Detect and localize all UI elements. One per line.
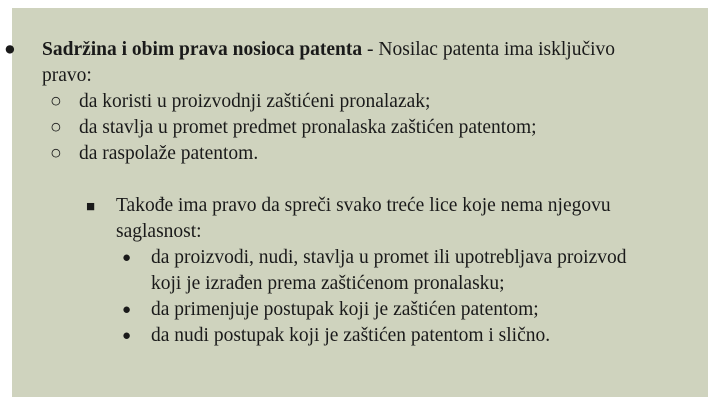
dot-bullet-3: ●: [122, 328, 132, 344]
dot-bullet-1: ●: [122, 250, 132, 266]
dot-bullet-2: ●: [122, 302, 132, 318]
block2-item-1-line-1: da proizvodi, nudi, stavlja u promet ili upotrebljava proizvod: [151, 247, 627, 268]
block2-item-3: da nudi postupak koji je zaštićen patentom i slično.: [151, 325, 551, 346]
sub-bullet-2: ○: [50, 117, 62, 138]
block2-item-2: da primenjuje postupak koji je zaštićen patentom;: [151, 299, 539, 320]
square-bullet: ■: [86, 199, 96, 215]
heading-bold-text: Sadržina i obim prava nosioca patenta: [42, 39, 363, 60]
heading-continuation: pravo:: [42, 65, 92, 86]
block2-line-2: saglasnost:: [116, 221, 202, 242]
sub-bullet-1: ○: [50, 91, 62, 112]
heading-bullet: ●: [4, 39, 16, 60]
sub-item-2: da stavlja u promet predmet pronalaska zaštićen patentom;: [79, 117, 537, 138]
block2-line-1: Takođe ima pravo da spreči svako treće lice koje nema njegovu: [116, 195, 611, 216]
sub-item-1: da koristi u proizvodnji zaštićeni pronalazak;: [79, 91, 431, 112]
sub-bullet-3: ○: [50, 143, 62, 164]
block2-item-1-line-2: koji je izrađen prema zaštićenom pronalasku;: [151, 273, 505, 294]
sub-item-3: da raspolaže patentom.: [79, 143, 259, 164]
heading-line: [42, 38, 615, 62]
slide-panel: [4, 8, 708, 397]
heading-rest-text: - Nosilac patenta ima isključivo: [362, 39, 616, 60]
